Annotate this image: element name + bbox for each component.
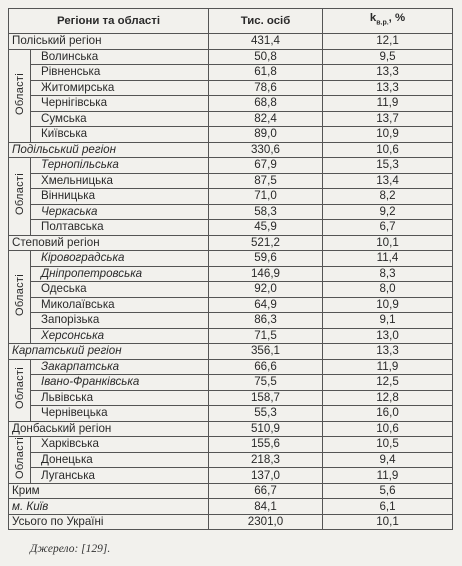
oblast-name: Івано-Франківська [31, 375, 209, 391]
col-header-region: Регіони та області [9, 9, 209, 34]
oblast-population: 66,6 [209, 359, 323, 375]
oblast-population: 87,5 [209, 173, 323, 189]
region-kvar: 12,1 [323, 34, 453, 50]
oblast-population: 67,9 [209, 158, 323, 174]
oblast-name: Запорізька [31, 313, 209, 329]
summary-name: Крим [9, 483, 209, 499]
region-name: Степовий регіон [9, 235, 209, 251]
oblast-row [9, 49, 453, 65]
oblast-name: Чернігівська [31, 96, 209, 112]
oblast-kvar: 9,4 [323, 452, 453, 468]
kvar-subscript: в.р. [376, 19, 389, 27]
oblast-kvar: 11,4 [323, 251, 453, 267]
summary-population: 84,1 [209, 499, 323, 515]
summary-name: Усього по Україні [9, 514, 209, 530]
oblast-row [9, 452, 453, 468]
oblast-row [9, 204, 453, 220]
region-row [9, 421, 453, 437]
oblast-kvar: 12,5 [323, 375, 453, 391]
oblasti-label-text: Області [13, 367, 26, 409]
oblast-name: Тернопільська [31, 158, 209, 174]
source-note: Джерело: [129]. [30, 543, 111, 555]
oblast-kvar: 12,8 [323, 390, 453, 406]
oblast-kvar: 8,2 [323, 189, 453, 205]
oblast-row [9, 313, 453, 329]
oblast-kvar: 13,0 [323, 328, 453, 344]
region-population: 330,6 [209, 142, 323, 158]
oblast-population: 86,3 [209, 313, 323, 329]
oblast-name: Одеська [31, 282, 209, 298]
oblasti-vertical-label [9, 251, 31, 344]
oblast-kvar: 13,4 [323, 173, 453, 189]
oblast-row [9, 359, 453, 375]
oblasti-label-text: Області [13, 72, 26, 115]
oblasti-vertical-label [9, 359, 31, 421]
region-name: Поліський регіон [9, 34, 209, 50]
population-table [8, 8, 453, 530]
oblast-population: 55,3 [209, 406, 323, 422]
oblast-name: Рівненська [31, 65, 209, 81]
summary-row [9, 514, 453, 530]
region-kvar: 10,1 [323, 235, 453, 251]
oblast-row [9, 158, 453, 174]
oblast-kvar: 13,7 [323, 111, 453, 127]
region-population: 510,9 [209, 421, 323, 437]
oblast-name: Львівська [31, 390, 209, 406]
oblast-kvar: 16,0 [323, 406, 453, 422]
region-kvar: 10,6 [323, 421, 453, 437]
summary-kvar: 10,1 [323, 514, 453, 530]
summary-kvar: 5,6 [323, 483, 453, 499]
oblasti-label-text: Області [13, 173, 26, 216]
col-header-kvar [323, 9, 453, 34]
oblast-name: Полтавська [31, 220, 209, 236]
oblast-name: Херсонська [31, 328, 209, 344]
oblast-name: Київська [31, 127, 209, 143]
oblasti-vertical-label [9, 437, 31, 484]
oblast-name: Харківська [31, 437, 209, 453]
oblast-name: Житомирська [31, 80, 209, 96]
kvar-unit: , % [388, 12, 406, 25]
oblast-population: 155,6 [209, 437, 323, 453]
table-header-row [9, 9, 453, 34]
oblast-row [9, 96, 453, 112]
oblast-population: 71,0 [209, 189, 323, 205]
oblast-population: 68,8 [209, 96, 323, 112]
region-kvar: 10,6 [323, 142, 453, 158]
oblast-population: 89,0 [209, 127, 323, 143]
region-population: 521,2 [209, 235, 323, 251]
region-row [9, 34, 453, 50]
region-name: Карпатський регіон [9, 344, 209, 360]
oblast-row [9, 65, 453, 81]
oblast-name: Луганська [31, 468, 209, 484]
oblast-population: 78,6 [209, 80, 323, 96]
oblast-kvar: 10,5 [323, 437, 453, 453]
oblast-name: Донецька [31, 452, 209, 468]
oblast-population: 59,6 [209, 251, 323, 267]
region-kvar: 13,3 [323, 344, 453, 360]
oblast-row [9, 406, 453, 422]
oblast-name: Кіровоградська [31, 251, 209, 267]
summary-row [9, 499, 453, 515]
oblast-name: Чернівецька [31, 406, 209, 422]
oblast-population: 146,9 [209, 266, 323, 282]
oblast-kvar: 11,9 [323, 359, 453, 375]
oblast-population: 92,0 [209, 282, 323, 298]
oblast-kvar: 8,3 [323, 266, 453, 282]
oblast-population: 71,5 [209, 328, 323, 344]
oblast-kvar: 8,0 [323, 282, 453, 298]
region-population: 356,1 [209, 344, 323, 360]
oblast-kvar: 9,1 [323, 313, 453, 329]
oblasti-vertical-label [9, 49, 31, 142]
region-row [9, 235, 453, 251]
summary-population: 2301,0 [209, 514, 323, 530]
oblast-kvar: 11,9 [323, 96, 453, 112]
oblast-row [9, 266, 453, 282]
oblast-name: Вінницька [31, 189, 209, 205]
oblast-row [9, 251, 453, 267]
oblast-name: Миколаївська [31, 297, 209, 313]
oblast-population: 64,9 [209, 297, 323, 313]
oblast-population: 137,0 [209, 468, 323, 484]
oblast-population: 61,8 [209, 65, 323, 81]
oblast-population: 82,4 [209, 111, 323, 127]
oblast-kvar: 13,3 [323, 65, 453, 81]
oblast-kvar: 6,7 [323, 220, 453, 236]
oblast-kvar: 10,9 [323, 297, 453, 313]
col-header-population: Тис. осіб [209, 9, 323, 34]
oblast-row [9, 220, 453, 236]
region-name: Подільський регіон [9, 142, 209, 158]
oblast-kvar: 9,2 [323, 204, 453, 220]
summary-row [9, 483, 453, 499]
oblast-name: Дніпропетровська [31, 266, 209, 282]
oblast-row [9, 297, 453, 313]
table-body [9, 34, 453, 530]
oblast-name: Черкаська [31, 204, 209, 220]
oblast-kvar: 11,9 [323, 468, 453, 484]
oblast-population: 50,8 [209, 49, 323, 65]
oblast-name: Хмельницька [31, 173, 209, 189]
oblast-kvar: 13,3 [323, 80, 453, 96]
oblast-kvar: 10,9 [323, 127, 453, 143]
oblast-name: Сумська [31, 111, 209, 127]
oblast-row [9, 173, 453, 189]
oblast-row [9, 390, 453, 406]
oblast-row [9, 437, 453, 453]
oblast-row [9, 127, 453, 143]
oblast-row [9, 282, 453, 298]
kvar-symbol: k [369, 12, 377, 25]
oblast-population: 158,7 [209, 390, 323, 406]
region-row [9, 344, 453, 360]
oblast-row [9, 328, 453, 344]
oblasti-vertical-label [9, 158, 31, 236]
oblast-population: 75,5 [209, 375, 323, 391]
summary-population: 66,7 [209, 483, 323, 499]
oblast-row [9, 80, 453, 96]
oblast-row [9, 468, 453, 484]
oblast-row [9, 375, 453, 391]
region-row [9, 142, 453, 158]
region-population: 431,4 [209, 34, 323, 50]
summary-name: м. Київ [9, 499, 209, 515]
oblast-row [9, 189, 453, 205]
oblast-row [9, 111, 453, 127]
oblasti-label-text: Області [13, 437, 26, 479]
oblast-name: Закарпатська [31, 359, 209, 375]
oblast-population: 45,9 [209, 220, 323, 236]
oblast-kvar: 9,5 [323, 49, 453, 65]
oblasti-label-text: Області [13, 274, 26, 316]
summary-kvar: 6,1 [323, 499, 453, 515]
oblast-population: 218,3 [209, 452, 323, 468]
oblast-name: Волинська [31, 49, 209, 65]
oblast-population: 58,3 [209, 204, 323, 220]
oblast-kvar: 15,3 [323, 158, 453, 174]
region-name: Донбаський регіон [9, 421, 209, 437]
